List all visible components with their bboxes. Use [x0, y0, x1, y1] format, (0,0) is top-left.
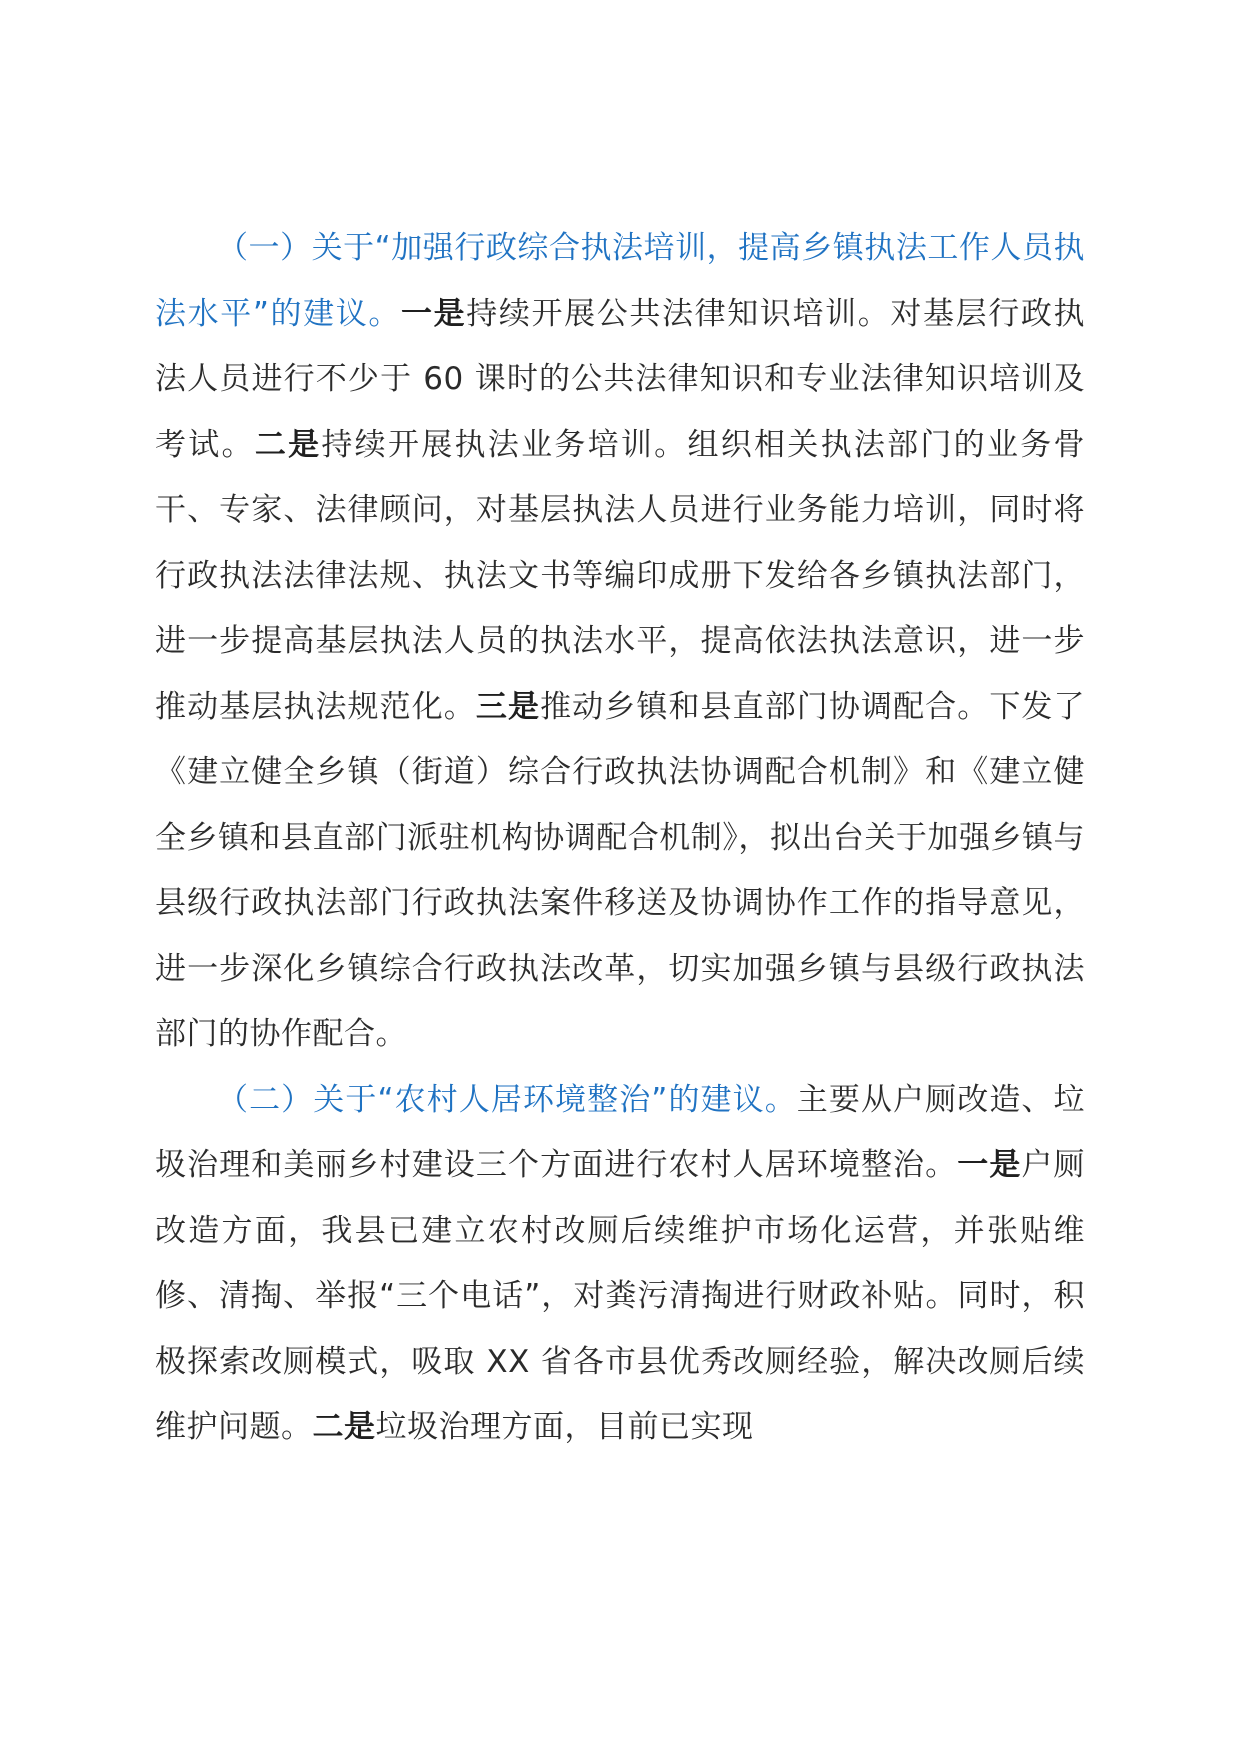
- point-1-text: 户厕改造方面，我县已建立农村改厕后续维护市场化运营，并张贴维修、清掏、举报“三个电话”，对粪污清掏进行财政补贴。同时，积极探索改厕模式，吸取 XX 省各市县优秀改厕经验，解决改厕后续维护问题。: [155, 1147, 1086, 1445]
- point-1-label: 一是: [401, 295, 467, 332]
- paragraph-1: [155, 216, 1085, 1068]
- paragraph-2-heading: （二）关于“农村人居环境整治”的建议。: [217, 1081, 797, 1118]
- point-2-text: 垃圾治理方面，目前已实现: [375, 1409, 754, 1445]
- point-2-label: 二是: [254, 426, 322, 463]
- point-1-label: 一是: [957, 1147, 1022, 1183]
- paragraph-2: [155, 1068, 1085, 1461]
- point-1-text: 持续开展公共法律知识培训。对基层行政执法人员进行不少于 60 课时的公共法律知识和专业法律知识培训及考试。: [155, 295, 1086, 463]
- point-3-text: 推动乡镇和县直部门协调配合。下发了《建立健全乡镇（街道）综合行政执法协调配合机制》和《建立健全乡镇和县直部门派驻机构协调配合机制》，拟出台关于加强乡镇与县级行政执法部门行政执法案件移送及协调协作工作的指导意见，进一步深化乡镇综合行政执法改革，切实加强乡镇与县级行政执法部门的协作配合。: [155, 688, 1086, 1052]
- document-body: [155, 216, 1085, 1461]
- point-2-text: 持续开展执法业务培训。组织相关执法部门的业务骨干、专家、法律顾问，对基层执法人员进行业务能力培训，同时将行政执法法律法规、执法文书等编印成册下发给各乡镇执法部门，进一步提高基层执法人员的执法水平，提高依法执法意识，进一步推动基层执法规范化。: [155, 426, 1086, 725]
- point-2-label: 二是: [312, 1409, 376, 1445]
- point-3-label: 三是: [475, 688, 541, 725]
- paragraph-2-intro: 主要从户厕改造、垃圾治理和美丽乡村建设三个方面进行农村人居环境整治。: [155, 1081, 1085, 1183]
- paragraph-1-heading: （一）关于“加强行政综合执法培训，提高乡镇执法工作人员执法水平”的建议。: [155, 230, 1085, 332]
